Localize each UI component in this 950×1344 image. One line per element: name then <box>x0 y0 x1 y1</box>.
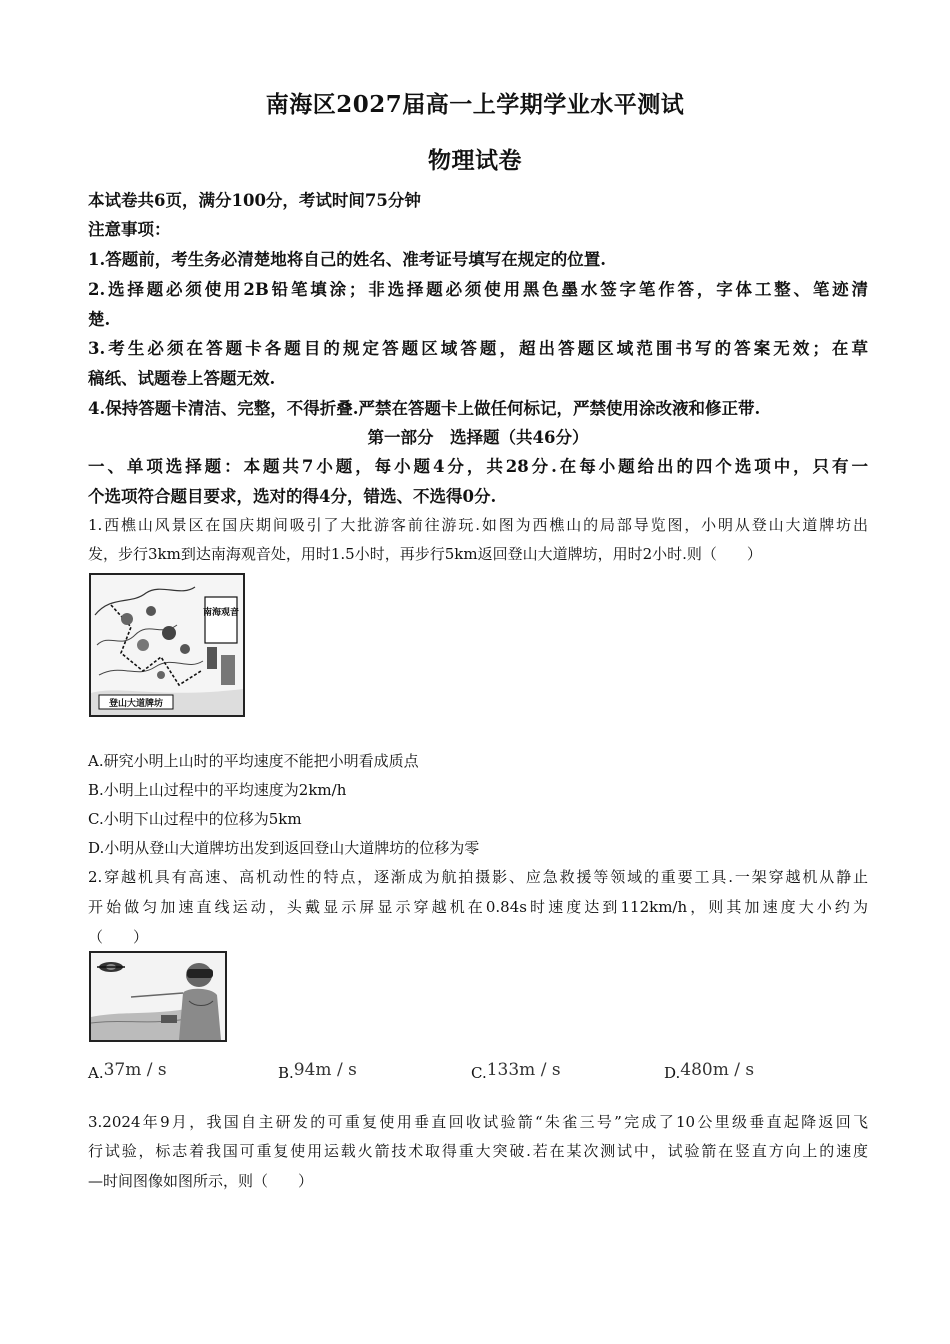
mountain-map-illustration <box>91 575 243 715</box>
section-instructions-cont: 个选项符合题目要求，选对的得4分，错选、不选得0分. <box>88 487 497 506</box>
notice-item: 1.答题前，考生务必清楚地将自己的姓名、准考证号填写在规定的位置. <box>88 250 606 269</box>
option-letter: B. <box>278 1064 294 1082</box>
option-value: 94m / s <box>293 1060 357 1080</box>
exam-title: 南海区2027届高一上学期学业水平测试 <box>265 91 685 118</box>
option-letter: C. <box>471 1064 487 1082</box>
notice-title: 注意事项： <box>88 220 171 239</box>
map-label-statue: 南海观音 <box>202 608 240 618</box>
q2-option-c <box>471 1060 561 1082</box>
q1-stem: 1.西樵山风景区在国庆期间吸引了大批游客前往游玩.如图为西樵山的局部导览图，小明从登山大道牌坊出 <box>88 516 868 534</box>
q1-option-b: B.小明上山过程中的平均速度为2km/h <box>88 781 347 799</box>
notice-item: 2.选择题必须使用2B铅笔填涂；非选择题必须使用黑色墨水签字笔作答，字体工整、笔迹清 <box>88 280 868 299</box>
option-value: 480m / s <box>680 1060 755 1080</box>
q1-option-a: A.研究小明上山时的平均速度不能把小明看成质点 <box>88 752 419 770</box>
q2-stem-cont: 开始做匀加速直线运动，头戴显示屏显示穿越机在0.84s时速度达到112km/h，则其加速度大小约为 <box>88 898 868 916</box>
q3-stem: 3.2024年9月，我国自主研发的可重复使用垂直回收试验箭“朱雀三号”完成了10公里级垂直起降返回飞 <box>88 1113 868 1131</box>
q1-option-d: D.小明从登山大道牌坊出发到返回登山大道牌坊的位移为零 <box>88 839 480 857</box>
fpv-drone-illustration <box>91 953 225 1040</box>
section-instructions: 一、单项选择题：本题共7小题，每小题4分，共28分.在每小题给出的四个选项中，只有一 <box>88 457 868 476</box>
part1-heading: 第一部分 选择题（共46分） <box>367 428 589 447</box>
exam-summary: 本试卷共6页，满分100分，考试时间75分钟 <box>88 191 421 210</box>
notice-item-cont: 楚. <box>88 310 111 329</box>
q2-stem: 2.穿越机具有高速、高机动性的特点，逐渐成为航拍摄影、应急救援等领域的重要工具.一架穿越机从静止 <box>88 868 868 886</box>
q2-option-b <box>278 1060 357 1082</box>
q2-stem-cont: （ ） <box>88 928 149 946</box>
notice-item: 4.保持答题卡清洁、完整，不得折叠.严禁在答题卡上做任何标记，严禁使用涂改液和修正带. <box>88 399 761 418</box>
q2-option-d <box>664 1060 754 1082</box>
notice-item: 3.考生必须在答题卡各题目的规定答题区域答题，超出答题区域范围书写的答案无效；在草 <box>88 339 868 358</box>
q3-stem-cont: 行试验，标志着我国可重复使用运载火箭技术取得重大突破.若在某次测试中，试验箭在竖直方向上的速度 <box>88 1142 868 1160</box>
q1-map-figure <box>89 573 245 717</box>
q2-drone-figure <box>89 951 227 1042</box>
option-letter: D. <box>664 1064 681 1082</box>
option-value: 133m / s <box>486 1060 561 1080</box>
q3-stem-cont: —时间图像如图所示，则（ ） <box>88 1172 314 1190</box>
q1-option-c: C.小明下山过程中的位移为5km <box>88 810 302 828</box>
q2-option-a <box>88 1060 167 1082</box>
exam-subtitle: 物理试卷 <box>428 147 522 174</box>
map-label-gate: 登山大道牌坊 <box>108 699 164 709</box>
q1-stem-cont: 发，步行3km到达南海观音处，用时1.5小时，再步行5km返回登山大道牌坊，用时2小时.则（ ） <box>88 545 762 563</box>
notice-item-cont: 稿纸、试题卷上答题无效. <box>88 369 276 388</box>
option-value: 37m / s <box>103 1060 167 1080</box>
option-letter: A. <box>88 1064 104 1082</box>
